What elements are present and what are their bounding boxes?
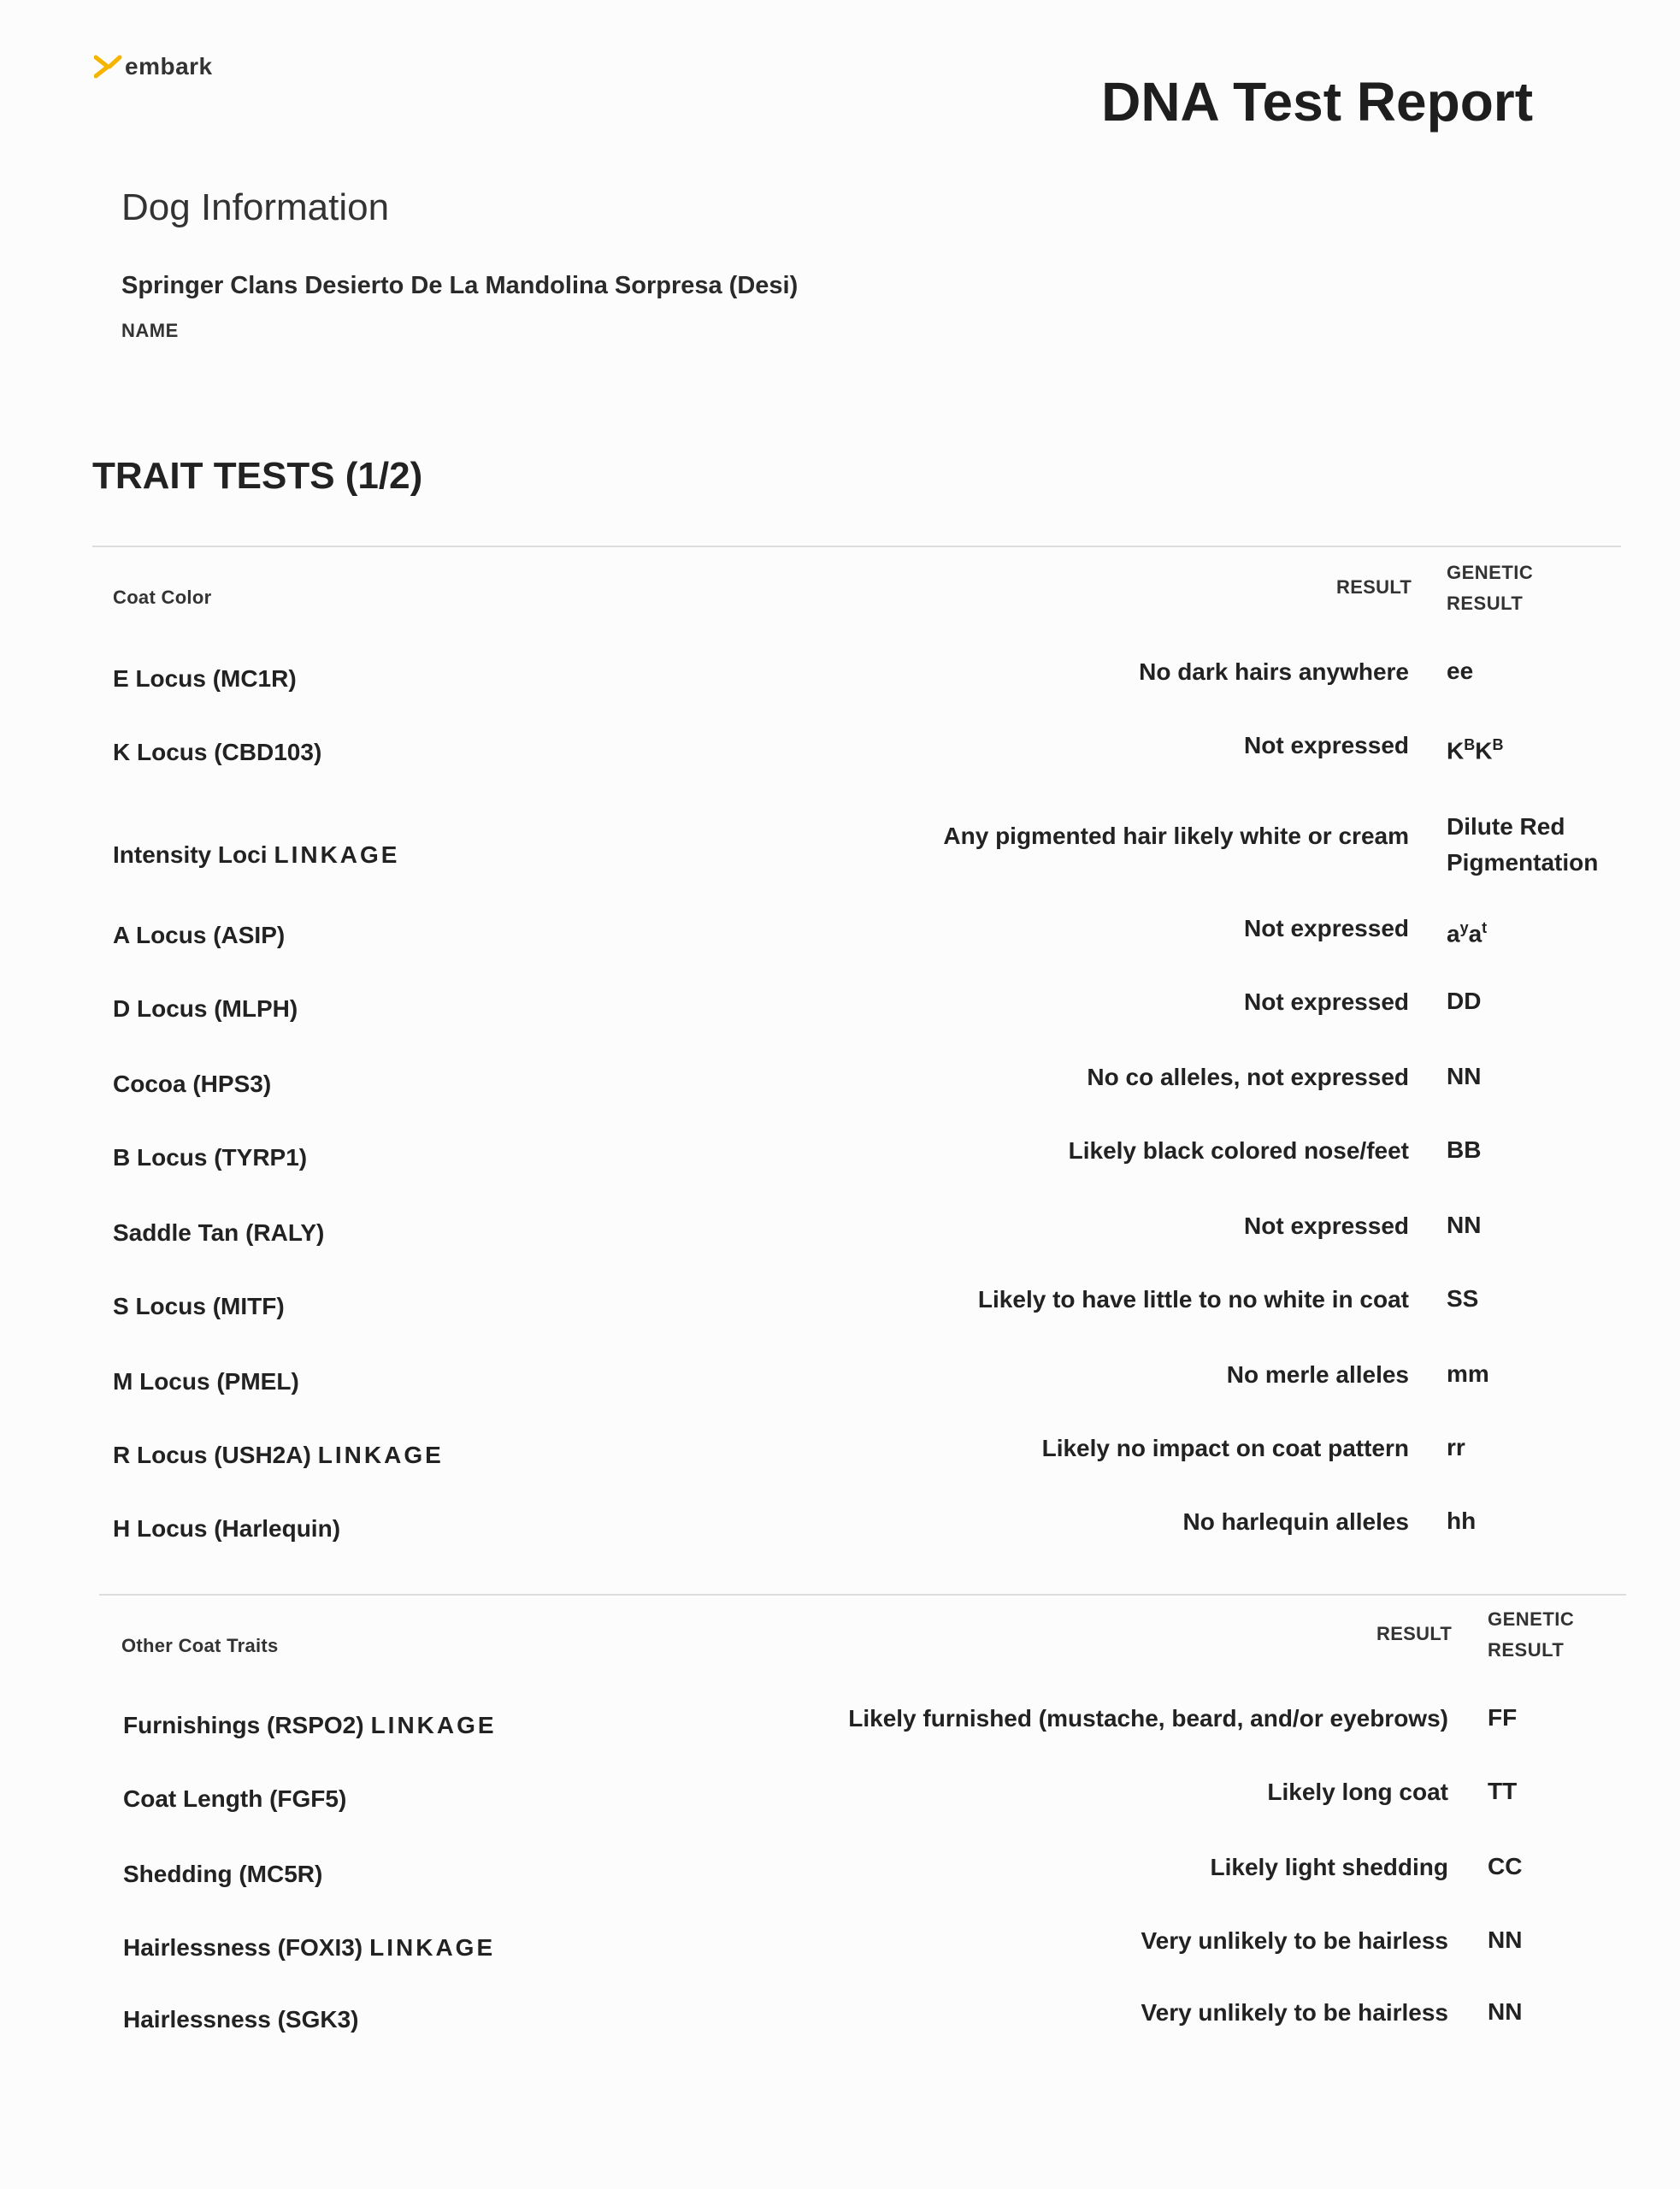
trait-name: E Locus (MC1R) [113,665,297,692]
trait-result: Likely no impact on coat pattern [1041,1435,1409,1461]
trait-label [123,2006,358,2033]
trait-result: Not expressed [1244,915,1409,941]
trait-label [113,1071,271,1098]
genetic-result: FF [1488,1704,1518,1731]
genetic-result: CC [1488,1853,1523,1879]
trait-label [123,1861,322,1888]
trait-label [113,1515,340,1543]
genetic-result: $K^BK^B$ [1447,736,1504,764]
trait-name: R Locus (USH2A) [113,1442,311,1468]
genetic-result-header: GENETIC RESULT [1447,562,1534,614]
linkage-tag: LINKAGE [317,1442,444,1468]
genetic-result: NN [1447,1212,1482,1238]
trait-result: Not expressed [1244,988,1409,1015]
trait-name: D Locus (MLPH) [113,995,298,1022]
result-header: RESULT [1376,1623,1453,1644]
trait-label [113,995,298,1023]
trait-name: A Locus (ASIP) [113,922,286,948]
genetic-result: rr [1447,1434,1465,1460]
result-header: RESULT [1336,576,1412,598]
logo-text: embark [125,53,213,80]
genetic-result: $a^ya^t$ [1447,919,1488,947]
trait-name: Saddle Tan (RALY) [113,1219,325,1246]
trait-name: Intensity Loci [113,841,268,868]
trait-name: Hairlessness (FOXI3) [123,1934,363,1961]
trait-result: No co alleles, not expressed [1087,1064,1409,1090]
dog-name-label: NAME [121,320,179,341]
trait-label [113,841,399,869]
trait-label [113,922,285,949]
trait-result: Not expressed [1244,732,1409,758]
trait-result: Very unlikely to be hairless [1141,1927,1448,1954]
trait-result: Likely light shedding [1210,1854,1448,1880]
trait-result: No merle alleles [1226,1361,1409,1388]
trait-name: K Locus (CBD103) [113,739,322,765]
genetic-result: SS [1447,1285,1479,1312]
dog-name-value: Springer Clans Desierto De La Mandolina Sorpresa (Desi) [121,272,799,299]
trait-result: Likely black colored nose/feet [1068,1137,1409,1164]
divider [92,546,1621,547]
trait-name: S Locus (MITF) [113,1293,285,1319]
trait-label [113,1368,299,1395]
trait-name: B Locus (TYRP1) [113,1144,308,1171]
trait-result: Not expressed [1244,1213,1409,1239]
genetic-result: DD [1447,988,1482,1014]
linkage-tag: LINKAGE [370,1712,497,1738]
trait-label [113,739,321,766]
trait-result: Any pigmented hair likely white or cream [943,823,1409,849]
trait-label [123,1785,346,1813]
trait-result: No harlequin alleles [1182,1508,1409,1535]
linkage-tag: LINKAGE [369,1934,496,1961]
trait-result: Likely long coat [1267,1779,1448,1805]
embark-logo [94,53,213,80]
divider [99,1594,1626,1596]
trait-result: Very unlikely to be hairless [1141,1999,1448,2026]
trait-label [113,1219,324,1247]
trait-label [113,1293,285,1320]
trait-label [123,1712,497,1739]
linkage-tag: LINKAGE [274,841,400,868]
trait-name: H Locus (Harlequin) [113,1515,341,1542]
trait-name: Shedding (MC5R) [123,1861,323,1887]
trait-name: Cocoa (HPS3) [113,1071,272,1097]
genetic-result: mm [1447,1360,1489,1387]
trait-result: Likely furnished (mustache, beard, and/or eyebrows) [848,1705,1448,1732]
trait-label [113,1442,444,1469]
genetic-result: NN [1488,1998,1523,2025]
trait-label [123,1934,495,1962]
trait-label [113,1144,307,1171]
trait-name: Hairlessness (SGK3) [123,2006,359,2033]
trait-tests-title: TRAIT TESTS (1/2) [92,455,423,497]
genetic-result: TT [1488,1778,1518,1804]
report-title: DNA Test Report [1101,71,1533,133]
genetic-result: NN [1447,1063,1482,1089]
genetic-result: NN [1488,1926,1523,1953]
embark-logo-icon [94,54,123,80]
dog-info-heading: Dog Information [121,186,390,228]
other-coat-heading: Other Coat Traits [121,1635,279,1656]
genetic-result: Dilute Red Pigmentation [1447,813,1599,876]
genetic-result-header: GENETIC RESULT [1488,1608,1575,1661]
genetic-result: hh [1447,1508,1477,1534]
trait-result: Likely to have little to no white in coat [977,1286,1409,1313]
coat-color-heading: Coat Color [113,587,212,608]
trait-label [113,665,297,693]
genetic-result: BB [1447,1136,1482,1163]
genetic-result: ee [1447,658,1474,684]
trait-name: Coat Length (FGF5) [123,1785,347,1812]
trait-result: No dark hairs anywhere [1139,658,1409,685]
trait-name: Furnishings (RSPO2) [123,1712,364,1738]
trait-name: M Locus (PMEL) [113,1368,299,1395]
